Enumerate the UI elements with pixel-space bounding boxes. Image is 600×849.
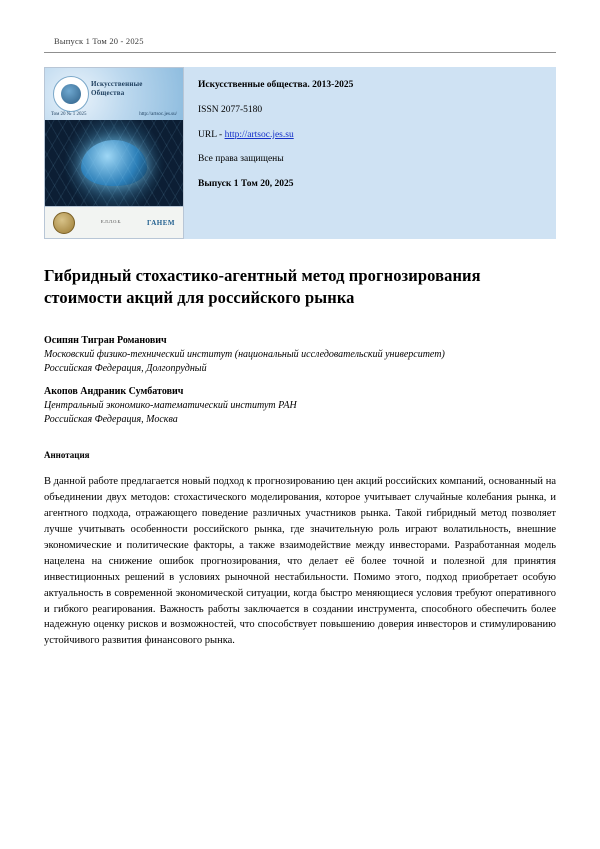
cover-url-text: http://artsoc.jes.su/ (139, 112, 177, 117)
journal-rights: Все права защищены (198, 154, 284, 165)
journal-url-line (198, 129, 542, 142)
journal-url-link[interactable]: http://artsoc.jes.su (224, 129, 294, 140)
author-entry (44, 384, 556, 428)
cover-journal-name: Искусственные Общества (91, 80, 143, 97)
cover-issue-text: Том 20 № 1 2025 (51, 112, 87, 117)
abstract-label: Аннотация (44, 449, 90, 460)
digital-brain-illustration-icon (45, 120, 183, 206)
journal-info-box (184, 67, 556, 239)
author-affiliation: Московский физико-технический институт (национальный исследовательский университет) (44, 348, 445, 360)
journal-issn: ISSN 2077-5180 (198, 104, 263, 115)
journal-cover-image (44, 67, 184, 239)
cover-footer (45, 206, 183, 238)
author-affiliation: Центральный экономико-математический институт РАН (44, 399, 297, 411)
publisher-mark: ГАНЕМ (147, 218, 175, 227)
cover-seal-caption: Е.Л.Л.О.Б. (100, 219, 122, 225)
author-list (44, 333, 556, 428)
header-divider (44, 52, 556, 53)
abstract-text: В данной работе предлагается новый подход к прогнозированию цен акций российских компаний, основанный на объединении двух методов: стохастического моделирования, которое учитывает случайные колебания рынка, и агентного подхода, отражающего поведение различных участников рынка. Такой гибридный метод позволяет лучше учитывать особенности российского рынка, где значительную роль играют волатильность, внешние экономические и политические факторы, а также взаимодействие между инвесторами. Разработанная модель нацелена на снижение ошибок прогнозирования, что делает её более точной и полезной для принятия инвестиционных решений в условиях рыночной нестабильности. Помимо этого, подход приобретает особую актуальность в современной экономической ситуации, когда быстро меняющиеся условия требуют оперативного и гибкого реагирования. Важность работы заключается в создании инструмента, способного обеспечить более надежную оценку рисков и возможностей, что способствует повышению доверия инвесторов и стимулированию устойчивого развития финансового рынка. (44, 475, 556, 647)
cover-masthead (45, 68, 183, 121)
cover-meta (51, 112, 177, 117)
journal-title: Искусственные общества. 2013-2025 (198, 80, 354, 90)
author-location: Российская Федерация, Долгопрудный (44, 363, 207, 375)
gold-seal-icon (53, 212, 75, 234)
author-name: Акопов Андраник Сумбатович (44, 385, 184, 397)
journal-issue: Выпуск 1 Том 20, 2025 (198, 179, 294, 190)
journal-url-label: URL - (198, 129, 225, 140)
journal-header-block (44, 67, 556, 239)
author-name: Осипян Тигран Романович (44, 334, 167, 346)
author-location: Российская Федерация, Москва (44, 414, 178, 426)
brain-circuit-logo-icon (53, 76, 89, 112)
page-title: Гибридный стохастико-агентный метод прогнозирования стоимости акций для российского рынка (44, 266, 481, 307)
author-entry (44, 333, 556, 377)
running-head: Выпуск 1 Том 20 - 2025 (54, 36, 144, 46)
